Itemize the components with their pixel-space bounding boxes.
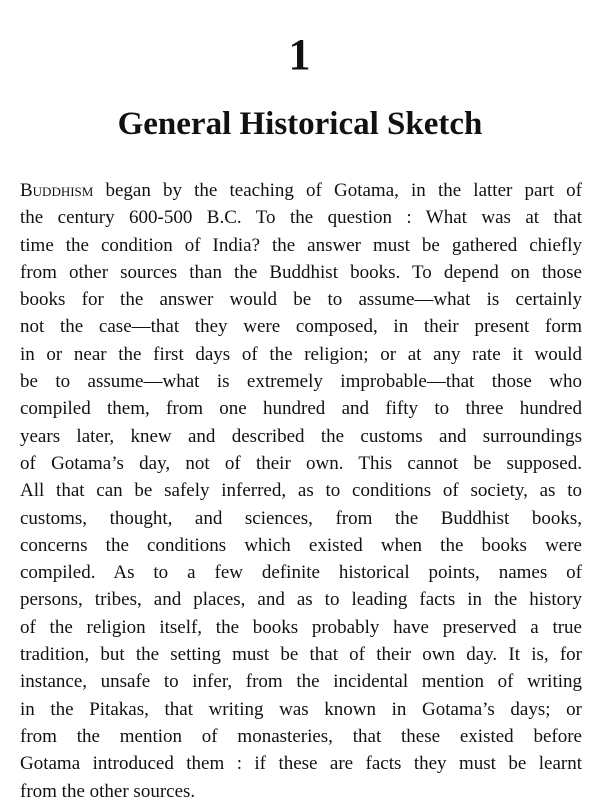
paragraph-line: customs, thought, and sciences, from the Buddhist books, xyxy=(20,507,582,529)
paragraph-line: persons, tribes, and places, and as to leading facts in the history xyxy=(20,589,582,611)
paragraph-line: be to assume—what is extremely improbable—that those who xyxy=(20,371,582,393)
paragraph-line: tradition, but the setting must be that of their own day. It is, for xyxy=(20,644,582,666)
paragraph-line: not the case—that they were composed, in their present form xyxy=(20,316,582,338)
paragraph-line: compiled. As to a few definite historical points, names of xyxy=(20,562,582,584)
paragraph-line-text: began by the teaching of Gotama, in the latter part of xyxy=(93,180,582,201)
paragraph-line: years later, knew and described the customs and surroundings xyxy=(20,425,582,447)
chapter-title: General Historical Sketch xyxy=(117,106,483,142)
paragraph-line: in the Pitakas, that writing was known in Gotama’s days; or xyxy=(20,698,582,720)
paragraph-line: from the mention of monasteries, that these existed before xyxy=(20,725,582,747)
paragraph-line: All that can be safely inferred, as to conditions of society, as to xyxy=(20,480,582,502)
drop-word: Buddhism xyxy=(20,180,94,201)
paragraph-line: in or near the first days of the religion; or at any rate it would xyxy=(20,343,582,365)
paragraph-line: instance, unsafe to infer, from the incidental mention of writing xyxy=(20,671,582,693)
paragraph-line: concerns the conditions which existed when the books were xyxy=(20,534,582,556)
paragraph-line: time the condition of India? the answer must be gathered chiefly xyxy=(20,234,582,256)
body-paragraph xyxy=(20,177,582,805)
paragraph-line: of Gotama’s day, not of their own. This cannot be supposed. xyxy=(20,452,582,474)
chapter-number: 1 xyxy=(288,30,312,79)
paragraph-line: of the religion itself, the books probably have preserved a true xyxy=(20,616,582,638)
paragraph-line: compiled them, from one hundred and fifty to three hundred xyxy=(20,398,582,420)
paragraph-line: books for the answer would be to assume—what is certainly xyxy=(20,289,582,311)
paragraph-line: from other sources than the Buddhist books. To depend on those xyxy=(20,261,582,283)
paragraph-line: Gotama introduced them : if these are facts they must be learnt xyxy=(20,753,582,775)
paragraph-line: the century 600-500 B.C. To the question : What was at that xyxy=(20,207,582,229)
paragraph-line xyxy=(20,177,582,204)
paragraph-line: from the other sources. xyxy=(20,780,196,802)
